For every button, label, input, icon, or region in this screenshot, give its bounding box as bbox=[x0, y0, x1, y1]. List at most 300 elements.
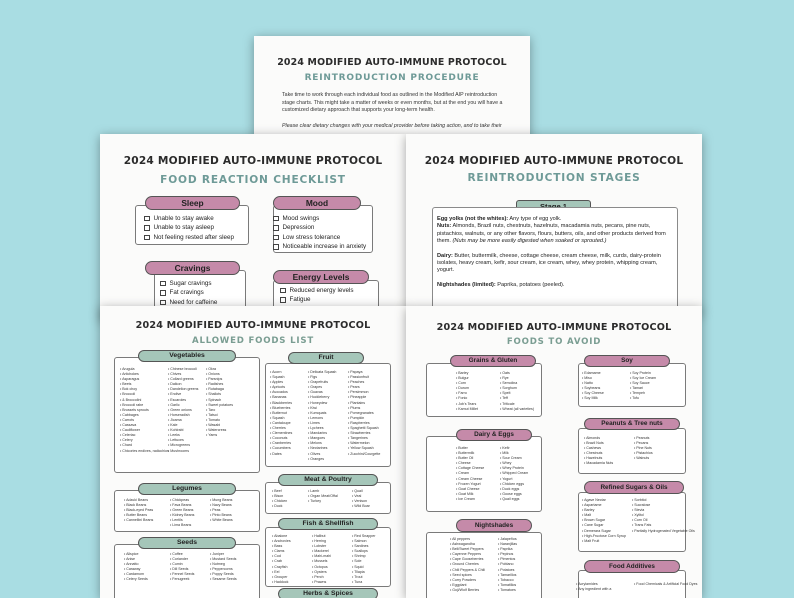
list-item: • Spaghetti Squash bbox=[348, 426, 380, 431]
meat-heading: Meat & Poultry bbox=[278, 474, 378, 486]
nightshades-col-1 bbox=[450, 537, 485, 593]
list-item: • Tangerines bbox=[348, 436, 380, 441]
list-item: • Bulgur bbox=[456, 376, 478, 381]
list-item: • Acrylamides bbox=[576, 582, 611, 587]
allowed-title: 2024 MODIFIED AUTO-IMMUNE PROTOCOL bbox=[135, 320, 371, 331]
list-item: • Coconuts bbox=[270, 436, 292, 441]
list-item: • Pimentos bbox=[498, 557, 517, 562]
list-item: • Butter bbox=[456, 446, 484, 451]
list-item: • Paprika bbox=[498, 547, 517, 552]
checkbox-icon[interactable] bbox=[144, 225, 150, 231]
checklist-item[interactable]: Fatigue bbox=[280, 295, 354, 304]
list-item: • Pomegranates bbox=[348, 411, 380, 416]
list-item: • Veal bbox=[352, 494, 370, 499]
list-item: • Pineapple bbox=[348, 395, 380, 400]
list-item: • Honeydew bbox=[308, 401, 336, 406]
checklist-item[interactable]: Low stress tolerance bbox=[273, 233, 366, 242]
sleep-heading: Sleep bbox=[145, 196, 240, 210]
list-item: • Dill Seeds bbox=[170, 567, 194, 572]
list-item: • Kamut Millet bbox=[456, 407, 478, 412]
list-item: • Chestnuts bbox=[584, 451, 613, 456]
list-item: • Cassava bbox=[120, 423, 169, 428]
list-item: • Broccoli bbox=[120, 392, 169, 397]
list-item: • Cashews bbox=[584, 446, 613, 451]
list-item: • Almonds bbox=[584, 436, 613, 441]
nightshades-col-2 bbox=[498, 537, 517, 593]
checklist-item[interactable]: Unable to stay awake bbox=[144, 214, 234, 223]
list-item: • Rye bbox=[500, 376, 534, 381]
list-item: • Sole bbox=[352, 559, 375, 564]
list-item: • Shrimp bbox=[352, 554, 375, 559]
allowed-foods-sheet bbox=[100, 306, 406, 598]
list-item: • Miso bbox=[582, 376, 604, 381]
list-item: • Edamame bbox=[582, 371, 604, 376]
list-item: • Peanuts bbox=[634, 436, 653, 441]
list-item: • Mung Beans bbox=[210, 498, 233, 503]
list-item: • Ice Cream bbox=[456, 497, 484, 502]
list-item: • Tuna bbox=[352, 580, 375, 585]
checkbox-icon[interactable] bbox=[160, 290, 166, 296]
list-item: • Beets bbox=[120, 382, 169, 387]
additives-col-1 bbox=[576, 582, 611, 592]
list-item: • Wasabi bbox=[206, 423, 233, 428]
list-item: • Cannellini Beans bbox=[124, 518, 153, 523]
list-item: • Natto bbox=[582, 381, 604, 386]
list-item: • Pecans bbox=[634, 441, 653, 446]
stage-1-content bbox=[437, 216, 675, 289]
checkbox-icon[interactable] bbox=[273, 235, 279, 241]
list-item: • Dates bbox=[270, 452, 292, 457]
list-item: • Brussels sprouts bbox=[120, 408, 169, 413]
list-item: • Butter Beans bbox=[124, 513, 153, 518]
list-item: • Mussels bbox=[312, 559, 331, 564]
procedure-subtitle: REINTRODUCTION PROCEDURE bbox=[304, 73, 480, 83]
list-item: • Tempeh bbox=[630, 391, 656, 396]
list-item: • Cucumbers bbox=[270, 446, 292, 451]
list-item: • Kumquats bbox=[308, 411, 336, 416]
list-item: • Quail bbox=[352, 489, 370, 494]
list-item: • Huckleberry bbox=[308, 395, 336, 400]
soy-heading: Soy bbox=[584, 355, 670, 367]
list-item: • Mahi-mahi bbox=[312, 554, 331, 559]
list-item: • Sweet potatoes bbox=[206, 403, 233, 408]
list-item: • Celery Seeds bbox=[124, 577, 148, 582]
additives-col-2 bbox=[634, 582, 697, 587]
nightshades-entry: Nightshades (limited): Paprika, potatoes (peeled). bbox=[437, 281, 565, 288]
checklist-item[interactable]: Unable to stay asleep bbox=[144, 223, 234, 232]
list-item: • Perch bbox=[312, 575, 331, 580]
seeds-heading: Seeds bbox=[138, 537, 236, 549]
list-item: • Pine Nuts bbox=[634, 446, 653, 451]
list-item: • Fennel Seeds bbox=[170, 572, 194, 577]
list-item: • Broccoli rabe bbox=[120, 403, 169, 408]
list-item: • Yogurt bbox=[500, 477, 528, 482]
list-item: • Black Beans bbox=[124, 503, 153, 508]
list-item: • Collard greens bbox=[168, 377, 198, 382]
checklist-item[interactable]: Reduced energy levels bbox=[280, 286, 354, 295]
list-item: • Lettuces bbox=[168, 438, 198, 443]
list-item: • Cayenne Peppers bbox=[450, 552, 485, 557]
list-item: • Watermelon bbox=[348, 441, 380, 446]
list-item: • Watercress bbox=[206, 428, 233, 433]
list-item: • Chard bbox=[120, 443, 169, 448]
list-item: • Artichokes bbox=[120, 372, 169, 377]
list-item: • Duck eggs bbox=[500, 487, 528, 492]
additives-heading: Food Additives bbox=[584, 560, 680, 573]
list-item: • Cantaloupe bbox=[270, 421, 292, 426]
list-item: • Coffee bbox=[170, 552, 194, 557]
list-item: • Soy Sauce bbox=[630, 381, 656, 386]
vegetables-heading: Vegetables bbox=[138, 350, 236, 362]
list-item: • Anchovies bbox=[272, 539, 291, 544]
list-item: • Cranberries bbox=[270, 441, 292, 446]
procedure-title: 2024 MODIFIED AUTO-IMMUNE PROTOCOL bbox=[277, 57, 507, 68]
list-item: • Soy Cheese bbox=[582, 391, 604, 396]
sugars-heading: Refined Sugars & Oils bbox=[584, 481, 684, 494]
procedure-paragraph-1: Take time to work through each individual food as outlined in the Modified AIP reintroduction stage charts. This might take a matter of weeks or even months, but at the end you will have a customized dietary approach that supports your long-term health. bbox=[282, 92, 503, 114]
checklist-item[interactable]: Noticeable increase in anxiety bbox=[273, 242, 366, 251]
list-item: • Tofu bbox=[630, 396, 656, 401]
list-item: • Sorbitol bbox=[632, 498, 695, 503]
list-item: • Salmon bbox=[352, 539, 375, 544]
reintroduction-stages-sheet bbox=[406, 134, 702, 314]
checklist-item[interactable]: Not feeling rested after sleep bbox=[144, 233, 234, 242]
legumes-col-2 bbox=[170, 498, 194, 529]
list-item: • Acorn bbox=[270, 370, 292, 375]
list-item: • Duck bbox=[272, 504, 287, 509]
checklist-item[interactable]: Mood swings bbox=[273, 214, 366, 223]
list-item: • Lychees bbox=[308, 426, 336, 431]
dairy-heading: Dairy & Eggs bbox=[456, 429, 532, 441]
checklist-title: 2024 MODIFIED AUTO-IMMUNE PROTOCOL bbox=[123, 155, 383, 167]
energy-heading: Energy Levels bbox=[273, 270, 369, 284]
list-item: • Triticale bbox=[500, 402, 534, 407]
checklist-item[interactable]: Fat cravings bbox=[160, 288, 217, 297]
list-item: • Tamarillos bbox=[498, 573, 517, 578]
checklist-item[interactable]: Need for caffeine bbox=[160, 298, 217, 307]
list-item: • Onions bbox=[206, 372, 233, 377]
list-item: • Aspartame bbox=[582, 503, 626, 508]
nightshades-heading: Nightshades bbox=[456, 519, 532, 532]
list-item: • Nutmeg bbox=[210, 562, 237, 567]
list-item: • Grapes bbox=[308, 385, 336, 390]
list-item: • Clams bbox=[272, 549, 291, 554]
checklist-subtitle: FOOD REACTION CHECKLIST bbox=[160, 174, 346, 186]
list-item: • Peaches bbox=[348, 380, 380, 385]
grains-col-2 bbox=[500, 371, 534, 412]
list-item: • White Beans bbox=[210, 518, 233, 523]
list-item: • Bell/Sweet Peppers bbox=[450, 547, 485, 552]
checkbox-icon[interactable] bbox=[144, 235, 150, 241]
list-item: • Yellow Squash bbox=[348, 446, 380, 451]
sugars-col-2 bbox=[632, 498, 695, 534]
list-item: • Soy Protein bbox=[630, 371, 656, 376]
list-item: • Mackerel bbox=[312, 549, 331, 554]
list-item: • Raspberries bbox=[348, 421, 380, 426]
list-item: • Lamb bbox=[308, 489, 338, 494]
list-item: • Cape Gooseberries bbox=[450, 557, 485, 562]
list-item: • Escaroles bbox=[168, 398, 198, 403]
dairy-col-1 bbox=[456, 446, 484, 502]
checkbox-icon[interactable] bbox=[273, 244, 279, 250]
procedure-paragraph-2: Please clear dietary changes with your medical provider before taking action, and to take their bbox=[282, 123, 502, 129]
list-item: • Cherries bbox=[270, 426, 292, 431]
list-item: • Red Snapper bbox=[352, 534, 375, 539]
list-item: • Peppercorns bbox=[210, 567, 237, 572]
list-item: • Limes bbox=[308, 421, 336, 426]
list-item: • Agave Nectar bbox=[582, 498, 626, 503]
checklist-item[interactable]: Depression bbox=[273, 223, 366, 232]
list-item: • Caraway bbox=[124, 567, 148, 572]
list-item: • Cod bbox=[272, 554, 291, 559]
foods-to-avoid-sheet bbox=[406, 306, 702, 598]
list-item: • Milk bbox=[500, 451, 528, 456]
list-item: • Stevia bbox=[632, 508, 695, 513]
list-item: • Trans Fats bbox=[632, 523, 695, 528]
list-item: • Chicken eggs bbox=[500, 482, 528, 487]
list-item: • Rutabaga bbox=[206, 387, 233, 392]
checkbox-icon[interactable] bbox=[273, 225, 279, 231]
peanuts-heading: Peanuts & Tree nuts bbox=[584, 418, 680, 430]
list-item: • Partially Hydrogenated Vegetable Oils bbox=[632, 529, 695, 534]
list-item: • Trout bbox=[352, 575, 375, 580]
list-item: • Chives bbox=[168, 372, 198, 377]
list-item: • Cream Cheese bbox=[456, 477, 484, 482]
checkbox-icon[interactable] bbox=[160, 281, 166, 287]
list-item: • Buttermilk bbox=[456, 451, 484, 456]
list-item: • Xylitol bbox=[632, 513, 695, 518]
list-item: • Bison bbox=[272, 494, 287, 499]
list-item: • Avocados bbox=[270, 390, 292, 395]
list-item: • Radishes bbox=[206, 382, 233, 387]
checklist-item[interactable]: Sugar cravings bbox=[160, 279, 217, 288]
list-item: • Squash bbox=[270, 375, 292, 380]
list-item: • Eggplant bbox=[450, 583, 485, 588]
list-item: • Semolina bbox=[500, 381, 534, 386]
peanuts-col-1 bbox=[584, 436, 613, 467]
list-item: • & Broccolini bbox=[120, 398, 169, 403]
list-item: • Whipped Cream bbox=[500, 471, 528, 476]
list-item: • Seed spices bbox=[450, 573, 485, 578]
list-item: • Passionfruit bbox=[348, 375, 380, 380]
list-item: • Bok choy bbox=[120, 387, 169, 392]
list-item: • Kefir bbox=[500, 446, 528, 451]
list-item: • Mangoes bbox=[308, 436, 336, 441]
list-item: • Sorghum bbox=[500, 386, 534, 391]
list-item: • Fenugreek bbox=[170, 577, 194, 582]
list-item: • Goat Cheese bbox=[456, 487, 484, 492]
list-item: • Lobster bbox=[312, 544, 331, 549]
list-item: • High-Fructose Corn Syrup bbox=[582, 534, 626, 539]
list-item: • Kohlrabi bbox=[168, 428, 198, 433]
vegetables-col-1 bbox=[120, 367, 169, 454]
list-item: • Grapefruits bbox=[308, 380, 336, 385]
list-item: • Soy Ice Cream bbox=[630, 376, 656, 381]
list-item: • Guavas bbox=[308, 390, 336, 395]
list-item: • Soybeans bbox=[582, 386, 604, 391]
list-item: • Peas bbox=[210, 508, 233, 513]
list-item: • Fava Beans bbox=[170, 503, 194, 508]
soy-col-2 bbox=[630, 371, 656, 402]
checkbox-icon[interactable] bbox=[273, 216, 279, 222]
list-item: • Figs bbox=[308, 375, 336, 380]
cravings-list bbox=[160, 279, 217, 307]
list-item: • Wheat (all varieties) bbox=[500, 407, 534, 412]
list-item: • Spinach bbox=[206, 398, 233, 403]
list-item: • Corn Oil bbox=[632, 518, 695, 523]
list-item: • Poblano bbox=[498, 562, 517, 567]
list-item: • Brazil Nuts bbox=[584, 441, 613, 446]
cravings-heading: Cravings bbox=[145, 261, 240, 275]
list-item: • Green Beans bbox=[170, 508, 194, 513]
list-item: • Food Chemicals & Artificial Food Dyes bbox=[634, 582, 697, 587]
list-item: • Pears bbox=[348, 385, 380, 390]
grains-heading: Grains & Gluten bbox=[450, 355, 536, 367]
legumes-heading: Legumes bbox=[138, 483, 236, 495]
list-item: • Shallots bbox=[206, 392, 233, 397]
meat-col-1 bbox=[272, 489, 287, 509]
list-item: • Kidney Beans bbox=[170, 513, 194, 518]
vegetables-col-2 bbox=[168, 367, 198, 454]
sugars-col-1 bbox=[582, 498, 626, 544]
list-item: • Barley bbox=[582, 508, 626, 513]
list-item: • Oysters bbox=[312, 570, 331, 575]
list-item: • Navy Beans bbox=[210, 503, 233, 508]
list-item: • Arugula bbox=[120, 367, 169, 372]
list-item: • Beef bbox=[272, 489, 287, 494]
list-item: • Octopus bbox=[312, 565, 331, 570]
list-item: • Pistachios bbox=[634, 451, 653, 456]
list-item: • Lima Beans bbox=[170, 523, 194, 528]
list-item: • All peppers bbox=[450, 537, 485, 542]
list-item: • Mandarins bbox=[308, 431, 336, 436]
list-item: • Cottage Cheese bbox=[456, 466, 484, 471]
list-item: • Grouper bbox=[272, 575, 291, 580]
list-item: • Sucralose bbox=[632, 503, 695, 508]
list-item: • Okra bbox=[206, 367, 233, 372]
list-item: • Chickpeas bbox=[170, 498, 194, 503]
list-item: • Wild Boar bbox=[352, 504, 370, 509]
list-item: • Dandelion greens bbox=[168, 387, 198, 392]
list-item: • Endive bbox=[168, 392, 198, 397]
fish-heading: Fish & Shellfish bbox=[278, 518, 378, 530]
list-item: • Horseradish bbox=[168, 413, 198, 418]
list-item: • Turkey bbox=[308, 499, 338, 504]
list-item: • Coriander bbox=[170, 557, 194, 562]
list-item: • Blueberries bbox=[270, 406, 292, 411]
egg-yolks-entry: Egg yolks (not the whites): Any type of egg yolk. bbox=[437, 216, 562, 222]
list-item: • Nectarines bbox=[308, 446, 336, 451]
list-item: • Cauliflower bbox=[120, 428, 169, 433]
list-item: • Celeriac bbox=[120, 433, 169, 438]
list-item: • Garlic bbox=[168, 403, 198, 408]
legumes-col-1 bbox=[124, 498, 153, 523]
list-item: • Chicken bbox=[272, 499, 287, 504]
list-item: • Tomatillos bbox=[498, 583, 517, 588]
checkbox-icon[interactable] bbox=[160, 300, 166, 306]
list-item: • Bananas bbox=[270, 395, 292, 400]
list-item: • Crab bbox=[272, 559, 291, 564]
list-item: • Walnuts bbox=[634, 456, 653, 461]
mood-list bbox=[273, 214, 366, 252]
list-item: • Demerara Sugar bbox=[582, 529, 626, 534]
list-item: • Pumpkin bbox=[348, 416, 380, 421]
list-item: • Abalone bbox=[272, 534, 291, 539]
list-item: • Yams bbox=[206, 433, 233, 438]
list-item: • Cane Sugar bbox=[582, 523, 626, 528]
nuts-entry: Nuts: Almonds, Brazil nuts, chestnuts, hazelnuts, macadamia nuts, pecans, pine nuts, pistachios, walnuts, or any other flavors, flours, butters, oils, and other products derived from them. (Nuts may be more easily digested when soaked or sprouted.) bbox=[437, 223, 666, 245]
list-item: • Spelt bbox=[500, 391, 534, 396]
mood-heading: Mood bbox=[273, 196, 361, 210]
list-item: • Chinese broccoli bbox=[168, 367, 198, 372]
seeds-col-2 bbox=[170, 552, 194, 583]
list-item: • Clementines bbox=[270, 431, 292, 436]
list-item: • Cardamom bbox=[124, 572, 148, 577]
list-item: • Carrots bbox=[120, 418, 169, 423]
list-item: • Oranges bbox=[308, 457, 336, 462]
list-item: • Malt Fruit bbox=[582, 539, 626, 544]
list-item: • Quail eggs bbox=[500, 497, 528, 502]
list-item: • Tamari bbox=[630, 386, 656, 391]
list-item: • Durum bbox=[456, 386, 478, 391]
peanuts-col-2 bbox=[634, 436, 653, 461]
list-item: • Daikon bbox=[168, 382, 198, 387]
checkbox-icon[interactable] bbox=[280, 288, 286, 294]
list-item: • Prawns bbox=[312, 580, 331, 585]
list-item: • Plantains bbox=[348, 401, 380, 406]
list-item: • Teff bbox=[500, 396, 534, 401]
list-item: • Sardines bbox=[352, 544, 375, 549]
list-item: • Oats bbox=[500, 371, 534, 376]
list-item: • Soy Milk bbox=[582, 396, 604, 401]
list-item: • Kiwi bbox=[308, 406, 336, 411]
avoid-title: 2024 MODIFIED AUTO-IMMUNE PROTOCOL bbox=[436, 322, 672, 333]
list-item: • Tomatoes bbox=[498, 588, 517, 593]
fish-col-3 bbox=[352, 534, 375, 585]
checkbox-icon[interactable] bbox=[280, 297, 286, 303]
list-item: • Frozen Yogurt bbox=[456, 482, 484, 487]
list-item: • Sesame Seeds bbox=[210, 577, 237, 582]
list-item: • Sour Cream bbox=[500, 456, 528, 461]
list-item: • Chicories endives, radicchios bbox=[120, 449, 169, 454]
list-item: • Squid bbox=[352, 565, 375, 570]
list-item: • Job's Tears bbox=[456, 402, 478, 407]
food-reaction-checklist-sheet bbox=[100, 134, 406, 320]
list-item: • Poppy Seeds bbox=[210, 572, 237, 577]
list-item: • Green onions bbox=[168, 408, 198, 413]
list-item: • Bass bbox=[272, 544, 291, 549]
list-item: • Farro bbox=[456, 391, 478, 396]
list-item: • Adzuki Beans bbox=[124, 498, 153, 503]
seeds-col-3 bbox=[210, 552, 237, 583]
list-item: • Brown Sugar bbox=[582, 518, 626, 523]
list-item: • Tobacco bbox=[498, 578, 517, 583]
checkbox-icon[interactable] bbox=[144, 216, 150, 222]
list-item: • Plums bbox=[348, 406, 380, 411]
fish-col-2 bbox=[312, 534, 331, 585]
list-item: • Papaya bbox=[348, 370, 380, 375]
soy-col-1 bbox=[582, 371, 604, 402]
fruit-col-1 bbox=[270, 370, 292, 457]
list-item: • Butternut bbox=[270, 411, 292, 416]
list-item: • Cumin bbox=[170, 562, 194, 567]
grains-col-1 bbox=[456, 371, 478, 412]
list-item: • Potatoes bbox=[498, 568, 517, 573]
dairy-col-2 bbox=[500, 446, 528, 502]
list-item: • Crayfish bbox=[272, 565, 291, 570]
sleep-list bbox=[144, 214, 234, 242]
list-item: • Scallops bbox=[352, 549, 375, 554]
